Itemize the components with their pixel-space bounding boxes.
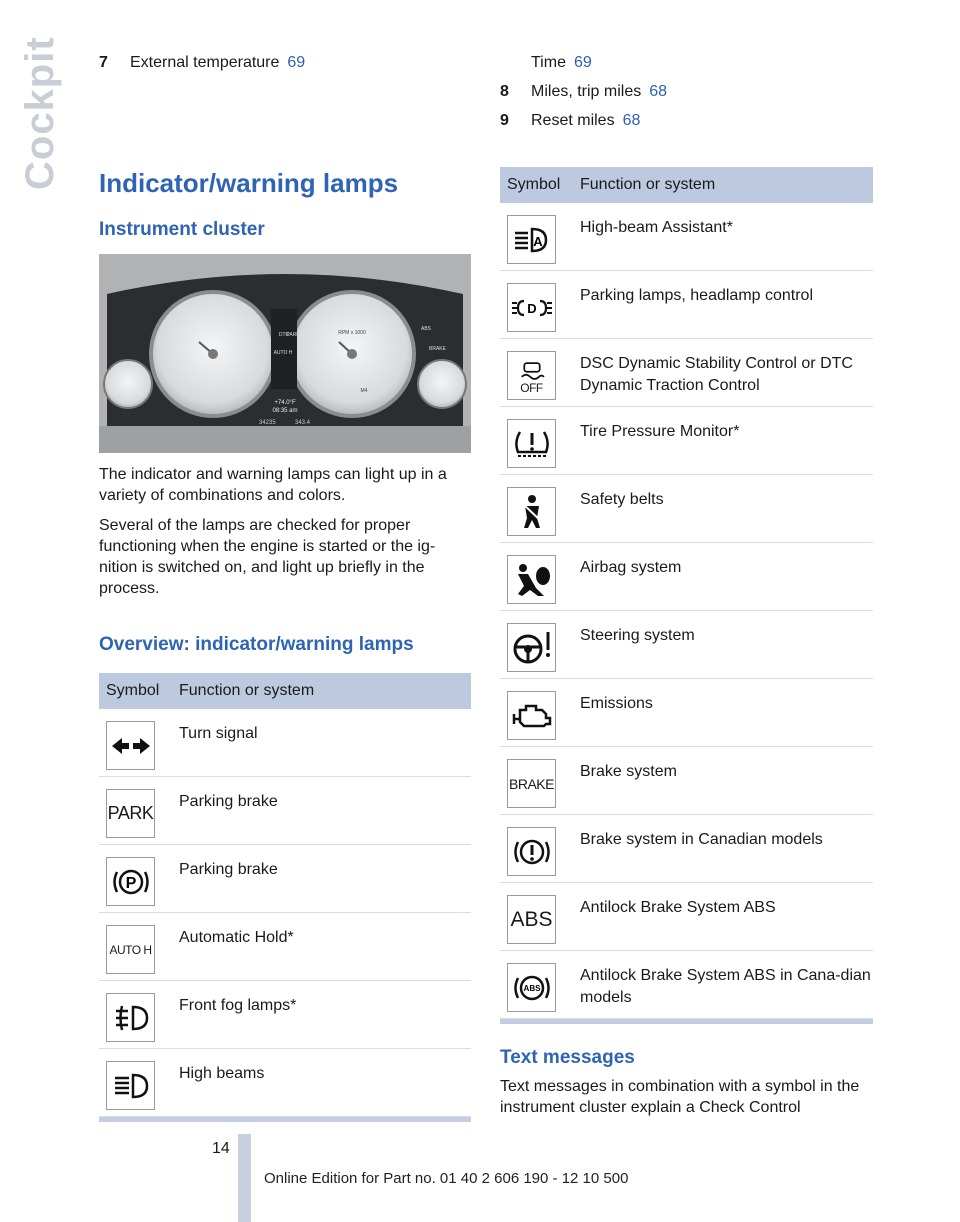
abs-label: ABS bbox=[421, 326, 432, 332]
table-end-bar bbox=[99, 1117, 471, 1122]
intro-paragraph: The indicator and warning lamps can light up in a variety of combinations and colors. bbox=[99, 466, 447, 504]
symbol-text: BRAKE bbox=[509, 775, 554, 792]
function-cell: DSC Dynamic Stability Control or DTC Dynamic Traction Control bbox=[580, 355, 853, 394]
symbol-text: AUTO H bbox=[109, 942, 152, 957]
header-function: Function or system bbox=[580, 176, 716, 193]
tire-pressure-icon bbox=[507, 419, 556, 468]
table-header bbox=[500, 167, 873, 203]
table-row bbox=[500, 611, 873, 679]
page-ref-link[interactable]: 69 bbox=[287, 54, 306, 71]
time-readout: 08:35 am bbox=[272, 408, 298, 414]
chapter-tab-label: Cockpit bbox=[18, 36, 62, 190]
high-beam-icon bbox=[106, 1061, 155, 1110]
table-row bbox=[99, 913, 471, 981]
item-label: Miles, trip miles bbox=[531, 83, 642, 100]
svg-text:D: D bbox=[526, 300, 537, 316]
auto-h-label: AUTO H bbox=[273, 350, 293, 356]
svg-text:A: A bbox=[532, 233, 543, 249]
table-row bbox=[99, 1049, 471, 1117]
item-number: 8 bbox=[500, 83, 509, 100]
list-item bbox=[500, 54, 592, 72]
overview-heading: Overview: indicator/warning lamps bbox=[99, 634, 414, 655]
item-number: 9 bbox=[500, 112, 509, 129]
check-paragraph: Several of the lamps are checked for proper functioning when the engine is started or the ig-nition is switched on, and light up briefly in the process. bbox=[99, 517, 436, 597]
subsection-heading: Instrument cluster bbox=[99, 219, 265, 240]
warning-lamps-table-right bbox=[500, 167, 873, 1024]
high-beam-assistant-icon bbox=[507, 215, 556, 264]
symbol-text: ABS bbox=[510, 907, 553, 931]
item-number: 7 bbox=[99, 54, 108, 71]
chapter-tab bbox=[18, 36, 68, 200]
table-row bbox=[99, 777, 471, 845]
table-header bbox=[99, 673, 471, 709]
instrument-cluster-illustration bbox=[99, 254, 471, 453]
turn-signal-icon bbox=[106, 721, 155, 770]
page-ref-link[interactable]: 68 bbox=[622, 112, 641, 129]
function-cell: Turn signal bbox=[179, 725, 258, 742]
table-row bbox=[500, 747, 873, 815]
table-row bbox=[500, 951, 873, 1019]
item-label: Reset miles bbox=[531, 112, 615, 129]
table-row bbox=[500, 679, 873, 747]
function-cell: Emissions bbox=[580, 695, 653, 712]
function-cell: Antilock Brake System ABS in Cana-dian models bbox=[580, 967, 871, 1006]
header-function: Function or system bbox=[179, 682, 315, 699]
table-row bbox=[500, 475, 873, 543]
page-ref-link[interactable]: 69 bbox=[573, 54, 592, 71]
list-item bbox=[500, 83, 667, 101]
table-row bbox=[500, 883, 873, 951]
table-row bbox=[500, 203, 873, 271]
function-cell: Antilock Brake System ABS bbox=[580, 899, 776, 916]
temp-readout: +74.0°F bbox=[274, 400, 296, 406]
brake-label: BRAKE bbox=[429, 346, 446, 352]
front-fog-lamp-icon bbox=[106, 993, 155, 1042]
dtc-label: DTC bbox=[278, 332, 290, 338]
list-item bbox=[99, 54, 305, 72]
function-cell: Parking lamps, headlamp control bbox=[580, 287, 814, 304]
table-row bbox=[99, 709, 471, 777]
abs-circle-icon bbox=[507, 963, 556, 1012]
svg-text:P: P bbox=[125, 874, 136, 892]
page-number: 14 bbox=[212, 1140, 230, 1157]
brake-circle-icon bbox=[507, 827, 556, 876]
parking-lamps-icon bbox=[507, 283, 556, 332]
function-cell: High-beam Assistant* bbox=[580, 219, 733, 236]
steering-system-icon bbox=[507, 623, 556, 672]
item-label: Time bbox=[531, 54, 566, 71]
gear-readout: M4 bbox=[360, 388, 368, 394]
function-cell: Front fog lamps* bbox=[179, 997, 297, 1014]
warning-lamps-table-left bbox=[99, 673, 471, 1122]
airbag-icon bbox=[507, 555, 556, 604]
table-row bbox=[500, 271, 873, 339]
brake-text-icon bbox=[507, 759, 556, 808]
trip-readout: 343.4 bbox=[295, 420, 311, 426]
dsc-off-icon bbox=[507, 351, 556, 400]
list-item bbox=[500, 112, 640, 130]
symbol-text: ABS bbox=[523, 983, 540, 993]
text-messages-heading: Text messages bbox=[500, 1047, 635, 1068]
section-heading: Indicator/warning lamps bbox=[99, 168, 399, 198]
header-symbol: Symbol bbox=[507, 176, 561, 193]
function-cell: Automatic Hold* bbox=[179, 929, 294, 946]
parking-brake-circle-icon bbox=[106, 857, 155, 906]
abs-text-icon bbox=[507, 895, 556, 944]
header-symbol: Symbol bbox=[106, 682, 160, 699]
function-cell: Parking brake bbox=[179, 861, 278, 878]
table-row bbox=[99, 981, 471, 1049]
table-row bbox=[500, 815, 873, 883]
text-messages-paragraph: Text messages in combination with a symbol in the instrument cluster explain a Check Control bbox=[500, 1078, 860, 1116]
function-cell: Airbag system bbox=[580, 559, 682, 576]
park-text-icon bbox=[106, 789, 155, 838]
item-label: External temperature bbox=[130, 54, 280, 71]
function-cell: High beams bbox=[179, 1065, 265, 1082]
table-row bbox=[500, 339, 873, 407]
function-cell: Parking brake bbox=[179, 793, 278, 810]
function-cell: Steering system bbox=[580, 627, 695, 644]
table-row bbox=[500, 543, 873, 611]
footer-text: Online Edition for Part no. 01 40 2 606 190 - 12 10 500 bbox=[264, 1170, 629, 1187]
emissions-engine-icon bbox=[507, 691, 556, 740]
park-label: PARK bbox=[286, 332, 300, 338]
function-cell: Brake system in Canadian models bbox=[580, 831, 823, 848]
function-cell: Tire Pressure Monitor* bbox=[580, 423, 740, 440]
footer-bar bbox=[238, 1134, 251, 1222]
function-cell: Safety belts bbox=[580, 491, 664, 508]
table-row bbox=[500, 407, 873, 475]
table-end-bar bbox=[500, 1019, 873, 1024]
auto-hold-icon bbox=[106, 925, 155, 974]
function-cell: Brake system bbox=[580, 763, 677, 780]
page-ref-link[interactable]: 68 bbox=[649, 83, 668, 100]
symbol-text: OFF bbox=[520, 380, 543, 395]
safety-belt-icon bbox=[507, 487, 556, 536]
rpm-label: RPM x 1000 bbox=[338, 330, 366, 336]
odometer-readout: 34235 bbox=[259, 420, 276, 426]
table-row bbox=[99, 845, 471, 913]
symbol-text: PARK bbox=[107, 803, 154, 823]
instrument-cluster-image bbox=[99, 254, 471, 453]
